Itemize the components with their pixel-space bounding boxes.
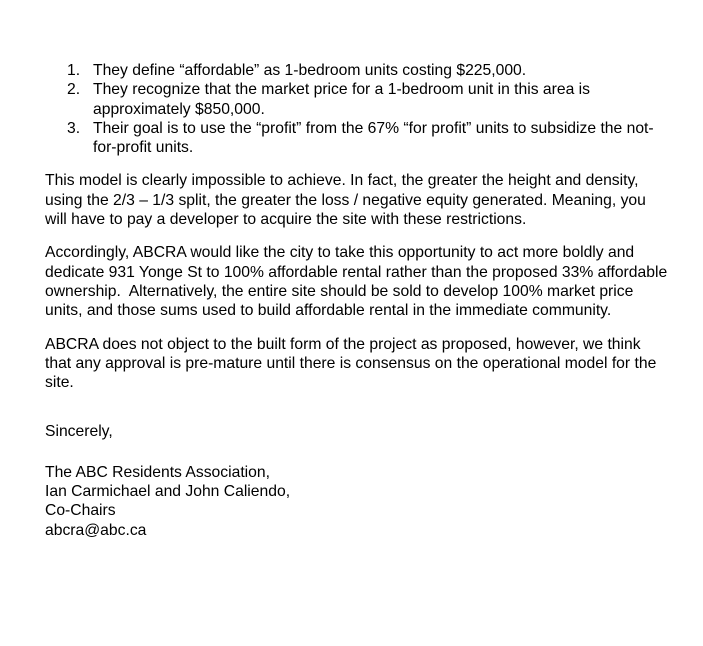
list-item bbox=[45, 119, 669, 158]
letter-document bbox=[45, 61, 672, 540]
body-paragraph: Accordingly, ABCRA would like the city to take this opportunity to act more boldly and dedicate 931 Yonge St to 100% affordable rental rather than the proposed 33% affordable ownership. Alternatively, the entire site should be sold to develop 100% market price units, and those sums used to build affordable rental in the immediate community. bbox=[45, 244, 672, 320]
signature-organization: The ABC Residents Association, bbox=[45, 463, 270, 481]
closing-salutation: Sincerely, bbox=[45, 423, 113, 441]
list-item-number: 3. bbox=[67, 119, 81, 137]
signature-title: Co-Chairs bbox=[45, 502, 116, 520]
list-item-text: They recognize that the market price for a 1-bedroom unit in this area is approximately $850,000. bbox=[93, 81, 595, 118]
list-item bbox=[45, 80, 669, 119]
signature-names: Ian Carmichael and John Caliendo, bbox=[45, 483, 291, 501]
list-item-number: 1. bbox=[67, 62, 81, 79]
list-item bbox=[45, 61, 669, 80]
body-paragraph: ABCRA does not object to the built form of the project as proposed, however, we think that any approval is pre-mature until there is consensus on the operational model for the site. bbox=[45, 335, 661, 392]
list-item-text: They define “affordable” as 1-bedroom units costing $225,000. bbox=[93, 62, 527, 79]
list-item-number: 2. bbox=[67, 81, 81, 99]
signature-block bbox=[45, 463, 669, 540]
signature-email: abcra@abc.ca bbox=[45, 521, 147, 539]
numbered-list bbox=[45, 61, 669, 157]
list-item-text: Their goal is to use the “profit” from the 67% “for profit” units to subsidize the not-for-profit units. bbox=[93, 119, 654, 157]
body-paragraph: This model is clearly impossible to achieve. In fact, the greater the height and density, using the 2/3 – 1/3 split, the greater the loss / negative equity generated. Meaning, you will have to pay a developer to acquire the site with these restrictions. bbox=[45, 172, 651, 229]
